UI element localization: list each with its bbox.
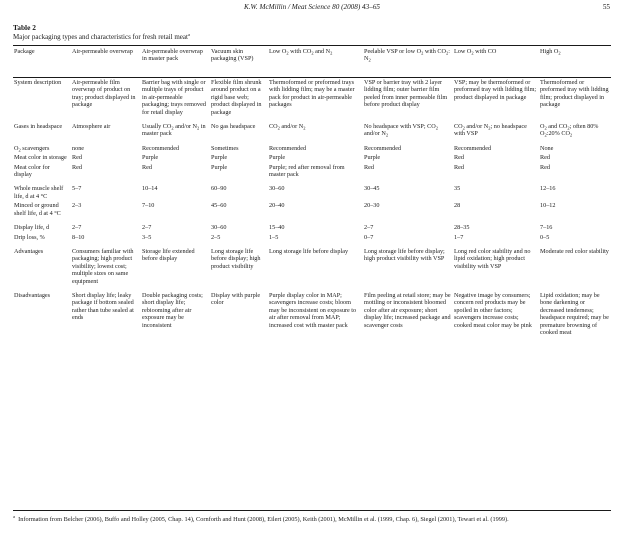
table-cell: Red [142, 163, 152, 171]
table-cell: 10–12 [540, 202, 556, 210]
column-header-6: Low $O_2$ with CO [454, 48, 497, 56]
row-label: Drip loss, % [14, 233, 45, 241]
table-cell: 12–16 [540, 185, 556, 193]
table-cell: Moderate red color stability [540, 247, 609, 255]
table-cell: Usually $CO_2$ and/or $N_2$ in master pack [142, 123, 206, 138]
table-cell: 8–10 [72, 233, 85, 241]
table-caption [13, 33, 190, 41]
table-cell: Long red color stability and no lipid oxidation; high product visibility with VSP [454, 247, 531, 270]
table-cell: VSP or barrier tray with 2 layer lidding film; outer barrier film peeled from inner permeable film before product display [364, 79, 448, 109]
table-cell: Flexible film shrunk around product on a rigid base web; product displayed in package [211, 79, 262, 116]
table-head [13, 46, 611, 78]
table-cell: Purple [211, 163, 228, 171]
column-header-2: Air-permeable overwrap in master pack [142, 48, 203, 63]
table-cell: Long storage life before display; high product visibility with VSP [364, 247, 445, 263]
table-cell: Purple; red after removal from master pack [269, 163, 345, 179]
column-header-4: Low $O_2$ with $CO_2$ and $N_2$ [269, 48, 333, 56]
table-cell: Red [72, 163, 82, 171]
table-cell: Red [364, 163, 374, 171]
packaging-table [13, 46, 611, 337]
table-cell: Purple [211, 154, 228, 162]
footnote-text: Information from Belcher (2006), Buffo and Holley (2005, Chap. 14), Cornforth and Hunt (2008), Eilert (2005), Keith (2001), McMillin et al. (1999, Chap. 6), Siegel (2001), Tewari et al. (1999). [18, 516, 509, 523]
table-cell: Display with purple color [211, 291, 261, 307]
table-cell: Thermoformed or preformed trays with lidding film; may be a master pack for product in air-permeable packages [269, 79, 355, 109]
row-label: Disadvantages [14, 291, 51, 299]
table-cell: $CO_2$ and/or $N_2$; no headspace with VSP [454, 123, 527, 138]
table-caption-text: Major packaging types and characteristics for fresh retail meat [13, 33, 188, 41]
row-label: Advantages [14, 247, 44, 255]
table-cell: Recommended [142, 144, 180, 152]
row-label: Meat color for display [14, 163, 50, 179]
table-cell: Barrier bag with single or multiple trays of product in air-permeable packaging; trays removed for retail display [142, 79, 206, 116]
table-cell: Recommended [454, 144, 492, 152]
table-cell: Purple [142, 154, 159, 162]
row-label: Meat color in storage [14, 154, 67, 162]
table-cell: 2–7 [72, 224, 82, 232]
table-title: Table 2 [13, 23, 36, 32]
table-cell: Lipid oxidation; may be bone darkening or decreased tenderness; headspace required; may be premature browning of cooked meat [540, 291, 609, 336]
table-cell: 7–10 [142, 202, 155, 210]
table-cell: $CO_2$ and/or $N_2$ [269, 123, 306, 131]
table-cell: 1–7 [454, 233, 464, 241]
table-row [13, 201, 611, 218]
table-cell: 60–90 [211, 185, 227, 193]
table-row [13, 139, 611, 153]
table-cell: Thermoformed or preformed tray with lidding film; product displayed in package [540, 79, 609, 109]
row-label: Whole muscle shelf life, d at 4 °C [14, 185, 64, 200]
table-cell: 0–5 [540, 233, 550, 241]
table-cell: 30–45 [364, 185, 380, 193]
table-cell: Negative image by consumers; concern red products may be spoiled in other factors; scavengers increase costs; cooked meat color may be pink [454, 291, 532, 329]
column-header-1: Air-permeable overwrap [72, 48, 133, 55]
table-cell: Purple [364, 154, 381, 162]
table-cell: 7–16 [540, 224, 553, 232]
table-row [13, 153, 611, 162]
table-row [13, 218, 611, 232]
running-head [0, 3, 624, 15]
table-cell: No gas headspace [211, 123, 256, 131]
table-cell: Long storage life before display [269, 247, 349, 255]
table-cell: Sometimes [211, 144, 239, 152]
table-cell: 35 [454, 185, 461, 193]
table-cell: Purple display color in MAP; scavengers increase costs; bloom may be inconsistent on exposure to air after removal from MAP; increased cost with master pack [269, 291, 357, 329]
table-cell: 2–7 [142, 224, 152, 232]
table-cell: 10–14 [142, 185, 158, 193]
table-cell: Recommended [364, 144, 402, 152]
table-cell: 45–60 [211, 202, 227, 210]
table-cell: Red [540, 163, 550, 171]
column-header-package: Package [14, 48, 35, 55]
table-row [13, 286, 611, 337]
table-cell: 15–40 [269, 224, 285, 232]
table-cell: None [540, 144, 554, 152]
table-cell: Recommended [269, 144, 307, 152]
page-number: 55 [602, 3, 610, 11]
table-cell: Red [454, 154, 464, 162]
table-bottom-rule [13, 510, 611, 511]
table-cell: 0–7 [364, 233, 374, 241]
table-row [13, 233, 611, 242]
table-footnote [13, 516, 611, 524]
table-cell: Film peeling at retail store; may be mottling or inconsistent bloomed color after air exposure; short display life; increased package and scavenger costs [364, 291, 451, 329]
column-header-5: Peelable VSP or low $O_2$ with $CO_2$: $N_2$ [364, 48, 450, 63]
row-label: Gases in headspace [14, 123, 63, 131]
table-cell: 1–5 [269, 233, 279, 241]
table-row [13, 117, 611, 139]
table-cell: Red [540, 154, 550, 162]
table-cell: 2–3 [72, 202, 82, 210]
table-body [13, 78, 611, 337]
table-cell: 5–7 [72, 185, 82, 193]
table-cell: Atmosphere air [72, 123, 111, 131]
table-cell: Storage life extended before display [142, 247, 195, 263]
table-row [13, 242, 611, 286]
table-cell: Consumers familiar with packaging; high product visibility; lowest cost; multiple sizes on same equipment [72, 247, 134, 285]
table-cell: 30–60 [211, 224, 227, 232]
table-cell: 28 [454, 202, 461, 210]
table-cell: 3–5 [142, 233, 152, 241]
column-header-3: Vacuum skin packaging (VSP) [211, 48, 254, 63]
table-cell: 28–35 [454, 224, 470, 232]
table-cell: No headspace with VSP; $CO_2$ and/or $N_2$ [364, 123, 438, 138]
row-label: $O_2$ scavengers [14, 144, 50, 153]
column-header-7: High $O_2$ [540, 48, 561, 56]
table-cell: 20–40 [269, 202, 285, 210]
table-row [13, 179, 611, 201]
table-cell: Red [72, 154, 82, 162]
table-cell: 30–60 [269, 185, 285, 193]
table-caption-mark: a [187, 32, 190, 37]
row-label: Display life, d [14, 224, 50, 232]
table-cell: Air-permeable film overwrap of product on tray; product displayed in package [72, 79, 136, 109]
table-cell: Red [454, 163, 464, 171]
row-label: System description [14, 79, 62, 86]
table-row [13, 78, 611, 117]
table-header-row [13, 46, 611, 78]
row-label: Minced or ground shelf life, d at 4 °C [14, 202, 61, 217]
table-row [13, 163, 611, 180]
table-cell: $O_2$ and $CO_2$; often 80% $O_2:20\%$ $CO_2$ [540, 123, 599, 138]
table-cell: VSP; may be thermoformed or preformed tray with lidding film; product displayed in package [454, 79, 537, 101]
table-cell: 2–5 [211, 233, 221, 241]
footnote-mark: a [13, 514, 15, 519]
table-cell: Long storage life before display; high product visibility [211, 247, 261, 270]
table-cell: 20–30 [364, 202, 380, 210]
table-cell: none [72, 144, 85, 152]
table-cell: Short display life; leaky package if bottom sealed rather than tube sealed at ends [72, 291, 134, 322]
table-cell: Purple [269, 154, 286, 162]
table-cell: 2–7 [364, 224, 374, 232]
journal-citation: K.W. McMillin / Meat Science 80 (2008) 43–65 [243, 3, 381, 11]
table-cell: Double packaging costs; short display life; rebiooming after air exposure may be inconsistent [142, 291, 203, 329]
